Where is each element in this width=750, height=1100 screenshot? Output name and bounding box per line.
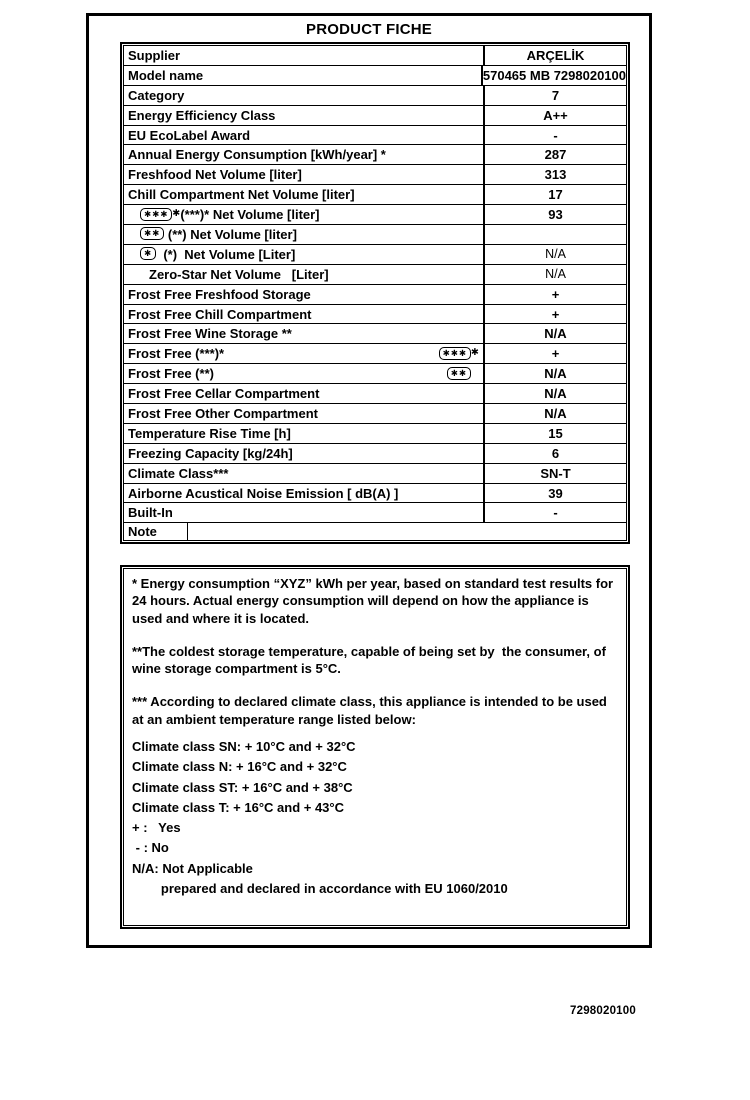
table-row: [124, 503, 626, 523]
table-row: [124, 305, 626, 325]
climate-class-n: Climate class N: + 16°C and + 32°C: [132, 759, 347, 775]
table-row: [124, 46, 626, 66]
row-value-ecolabel: -: [553, 127, 558, 143]
row-label-temp-rise: Temperature Rise Time [h]: [124, 424, 485, 443]
footnotes-box: [120, 565, 630, 929]
table-row: [124, 205, 626, 225]
row-value-freezing-capacity: 6: [551, 445, 560, 461]
row-label-freezing-capacity: Freezing Capacity [kg/24h]: [124, 444, 485, 463]
row-label-ff-wine: Frost Free Wine Storage **: [124, 324, 485, 343]
product-spec-table: [120, 42, 630, 544]
row-value-four-star-volume: 93: [548, 207, 563, 223]
table-row: [124, 265, 626, 285]
one-star-box-icon: ✱: [140, 247, 156, 260]
row-value-temp-rise: 15: [548, 425, 563, 441]
row-value-built-in: -: [553, 505, 558, 521]
row-label-ff-two-star: [124, 364, 485, 383]
row-label-built-in: Built-In: [124, 503, 485, 522]
legend-minus: - : No: [132, 840, 169, 856]
row-value-category: 7: [551, 87, 560, 103]
extra-star-icon: ✱: [471, 347, 479, 359]
row-value-energy-class: A++: [543, 107, 568, 123]
table-row: [124, 86, 626, 106]
footnotes-box-inner: [123, 568, 627, 926]
row-value-one-star-volume: N/A: [545, 247, 566, 262]
climate-class-sn: Climate class SN: + 10°C and + 32°C: [132, 738, 356, 754]
table-row: [124, 384, 626, 404]
row-value-model-name: [483, 66, 626, 85]
table-row: [124, 484, 626, 504]
row-label-one-star-volume: [124, 245, 485, 264]
ff-two-star-text: Frost Free (**): [128, 366, 214, 382]
footnote-climate-intro: *** According to declared climate class, this appliance is intended to be used at an ambient temperature range listed below:: [132, 694, 611, 727]
two-star-volume-text: (**) Net Volume [liter]: [164, 226, 297, 242]
product-spec-table-inner: [123, 45, 627, 541]
table-row: [124, 444, 626, 464]
row-label-ff-freshfood: Frost Free Freshfood Storage: [124, 285, 485, 304]
footnote-wine-storage: **The coldest storage temperature, capable of being set by the consumer, of wine storage compartment is 5°C.: [132, 643, 610, 677]
row-label-energy-class: Energy Efficiency Class: [124, 106, 485, 125]
row-label-annual-energy: Annual Energy Consumption [kWh/year] *: [124, 145, 485, 164]
row-value-ff-wine: N/A: [544, 326, 567, 342]
extra-star-icon: ✱: [172, 208, 181, 220]
row-label-ecolabel: EU EcoLabel Award: [124, 126, 485, 145]
note-empty-area: [188, 523, 626, 540]
climate-class-st: Climate class ST: + 16°C and + 38°C: [132, 779, 353, 795]
three-star-box-icon: ✱✱✱: [439, 347, 471, 360]
table-row: [124, 404, 626, 424]
row-label-four-star-volume: [124, 205, 485, 224]
footnote-energy: * Energy consumption “XYZ” kWh per year, based on standard test results for 24 hours. Actual energy consumption will depend on how the appliance is used and where it is located.: [132, 576, 617, 626]
two-star-box-icon: ✱✱: [447, 367, 471, 380]
row-label-ff-other: Frost Free Other Compartment: [124, 404, 485, 423]
table-row: [124, 145, 626, 165]
document-code: 7298020100: [570, 1005, 636, 1017]
note-label: Note: [124, 523, 188, 540]
table-row: [124, 126, 626, 146]
row-value-chill-volume: 17: [548, 187, 563, 203]
table-row: [124, 424, 626, 444]
row-label-two-star-volume: [124, 225, 485, 244]
ff-two-star-symbol: [447, 367, 471, 380]
row-label-model-name: Model name: [124, 66, 483, 85]
model-name-text: 570465 MB 7298020100: [482, 67, 626, 83]
table-row: [124, 106, 626, 126]
row-value-supplier: ARÇELİK: [526, 47, 585, 63]
row-value-ff-chill: +: [551, 306, 560, 322]
row-label-noise: Airborne Acustical Noise Emission [ dB(A) ]: [124, 484, 485, 503]
table-row: [124, 225, 626, 245]
row-value-climate-class: SN-T: [540, 465, 571, 481]
row-label-zero-star-volume: Zero-Star Net Volume [Liter]: [124, 265, 485, 284]
declaration-line: prepared and declared in accordance with EU 1060/2010: [132, 880, 508, 896]
page-title: PRODUCT FICHE: [306, 21, 432, 38]
row-value-ff-other: N/A: [544, 405, 567, 421]
ff-four-star-text: Frost Free (***)*: [128, 346, 225, 362]
table-row: [124, 285, 626, 305]
row-value-noise: 39: [548, 485, 563, 501]
three-star-box-icon: ✱✱✱: [140, 208, 172, 221]
one-star-volume-text: (*) Net Volume [Liter]: [156, 246, 296, 262]
row-value-zero-star-volume: N/A: [545, 267, 566, 282]
row-value-annual-energy: 287: [544, 147, 567, 163]
legend-na: N/A: Not Applicable: [132, 860, 253, 876]
table-row-note: [124, 523, 626, 540]
row-value-ff-cellar: N/A: [544, 386, 567, 402]
table-row: [124, 245, 626, 265]
table-row: [124, 344, 626, 364]
table-row: [124, 364, 626, 384]
table-row: [124, 66, 626, 86]
row-label-climate-class: Climate Class***: [124, 464, 485, 483]
row-value-freshfood-volume: 313: [544, 167, 567, 183]
row-value-ff-four-star: +: [551, 346, 560, 362]
row-label-category: Category: [124, 86, 485, 105]
row-label-ff-chill: Frost Free Chill Compartment: [124, 305, 485, 324]
row-label-ff-four-star: [124, 344, 485, 363]
row-label-ff-cellar: Frost Free Cellar Compartment: [124, 384, 485, 403]
row-label-chill-volume: Chill Compartment Net Volume [liter]: [124, 185, 485, 204]
table-row: [124, 185, 626, 205]
row-value-ff-two-star: N/A: [544, 366, 567, 382]
table-row: [124, 464, 626, 484]
legend-plus: + : Yes: [132, 820, 181, 836]
two-star-box-icon: ✱✱: [140, 227, 164, 240]
four-star-volume-text: (***)* Net Volume [liter]: [180, 207, 320, 223]
row-label-freshfood-volume: Freshfood Net Volume [liter]: [124, 165, 485, 184]
row-label-supplier: Supplier: [124, 46, 485, 65]
table-row: [124, 324, 626, 344]
table-row: [124, 165, 626, 185]
row-value-two-star-volume: [485, 225, 626, 244]
climate-class-t: Climate class T: + 16°C and + 43°C: [132, 799, 344, 815]
ff-four-star-symbol: [439, 347, 479, 360]
row-value-ff-freshfood: +: [551, 286, 560, 302]
